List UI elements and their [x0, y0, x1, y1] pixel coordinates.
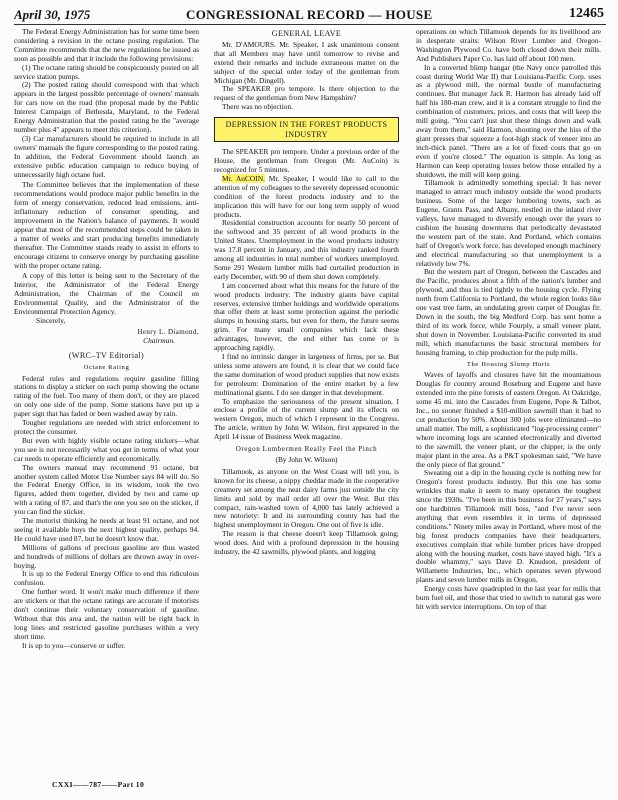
paragraph: (1) The octane rating should be conspicuously posted on all service station pumps.: [14, 62, 199, 81]
article-heading: Oregon Lumbermen Really Feel the Pinch: [235, 445, 378, 454]
paragraph: Mr. D'AMOURS. Mr. Speaker, I ask unanimous consent that all Members may have until tomorrow to revise and extend their remarks and include extraneous matter on the subject of the special order today of the gentleman from Michigan (Mr. Dingell).: [214, 39, 399, 85]
paragraph: It is up to the Federal Energy Office to end this ridiculous confusion.: [14, 569, 199, 588]
paragraph: (2) The posted rating should correspond with that which appears in the largest possible percentage of owners' manuals for cars now on the road (the proposal made by the Public Interest Campaign of Bethesda, Maryland, to the Federal Energy Administration that the posted rating be the "average number plus 4" appears to meet this criterion).: [14, 80, 199, 134]
paragraph: Tillamook, as anyone on the West Coast will tell you, is known for its cheese, a nippy cheddar made in the cooperative creamery set among the neat dairy farms just outside the city limits and sold by mail order all over the West. But this compact, rain-washed town of 4,000 has lately achieved a new notoriety: It and its surrounding county has had the highest unemployment in Oregon. One out of five is idle.: [214, 466, 399, 530]
paragraph: I am concerned about what this means for the future of the wood products industry. The industry giants have capital reserves, extensive timber holdings and worldwide operations that offer them at least some protection against the periodic slumps in housing starts, but even for them, the future seems grim. For many small companies which lack these advantages, however, the end either has come or is approaching rapidly.: [214, 280, 399, 353]
closing: Sincerely,: [36, 316, 66, 325]
signature-name: Henry L. Diamond,: [137, 327, 199, 336]
header-page-number: 12465: [569, 6, 604, 21]
page-header: [14, 6, 606, 25]
paragraph: It is up to you—conserve or suffer.: [22, 640, 126, 650]
paragraph: (3) Car manufacturers should be required to include in all owners' manuals the figure corresponding to the posted rating. In addition, the Federal Government should launch an extensive public education campaign to reduce buying of unnecessarily high octane fuel.: [14, 133, 199, 179]
paragraph: The Federal Energy Administration has for some time been considering a revision in the octane posting regulation. The Committee recommends that the new regulations be issued as soon as possible and that it include the following provisions:: [14, 28, 199, 63]
paragraph: The owners manual may recommend 91 octane, but another system called Motor Use Number says 84 will do. So the Federal Energy Office, in its wisdom, took the two figures, added them together, divided by two and came up with a rating of 87, and that's the one you see on the sticker, if you can find the sticker.: [14, 462, 199, 517]
editorial-heading: Octane Rating: [83, 363, 130, 371]
paragraph: The SPEAKER pro tempore. Is there objection to the request of the gentleman from New Hampshire?: [214, 84, 399, 103]
paragraph: Residential construction accounts for nearly 50 percent of the softwood and 35 percent of all wood products in the United States. Unemployment in the wood products industry was 17.8 percent in January, and this industry ranked fourth among all industries in total number of workers unemployed. Some 291 Western lumber mills had curtailed production in early December, with 90 of them shut down completely.: [214, 218, 399, 281]
paragraph: Tillamook is admittedly something special: It has never managed to attract much industry outside the wood products business. Some of the larger lumbering towns, such as Eugene, Grants Pass, and Albany, nestled in the inland river valleys, have managed to diversify enough over the years to cushion the housing downturns that periodically devastated the western part of the state. And Portland, which contains half of Oregon's work force, has developed enough machinery and electrical manufacturing so that unemployment is a relatively low 7%.: [416, 178, 601, 268]
signature-title: Chairman.: [143, 335, 175, 345]
column-right: [416, 28, 601, 790]
header-date: April 30, 1975: [14, 7, 91, 22]
footer-code: CXXI——787——Part 10: [52, 780, 145, 789]
paragraph: The motorist thinking he needs at least 91 octane, and not seeing it available buys the next highest quality, perhaps 94. He could have used 87, but he doesn't know that.: [14, 516, 199, 543]
paragraph: In a converted blimp hangar (the Navy once patrolled this coast during World War II) that Louisiana-Pacific Corp. uses as a plywood mill, the normal bustle of manufacturing continues. But manager Jack R. Harmon has already laid off half his 180-man crew, and it is a constant struggle to find the combination of customers, prices, and costs that will keep the mill going. "You can't just shut these things down and walk away from them," said Harmon, shouting over the hiss of the giant presses that squeeze a foot-high stack of veneer into an inch-thick panel. "There are a lot of fixed costs that go on even if you're closed." The equation is simple. As long as Harmon can keep operating losses below those entailed by a shutdown, the mill will keep going.: [416, 62, 601, 179]
paragraph: But even with highly visible octane rating stickers—what you see is not necessarily what you get in terms of what your car needs to operate efficiently and economically.: [14, 435, 199, 463]
paragraph: There was no objection.: [222, 102, 294, 112]
editorial-source: (WRC–TV Editorial): [68, 350, 145, 360]
paragraph: Millions of gallons of precious gasoline are thus wasted and hundreds of millions of dollars are thrown away in over-buying.: [14, 542, 199, 570]
paragraph: To emphasize the seriousness of the present situation, I enclose a profile of the current slump and its effects on western Oregon, much of which I represent in the Congress. The article, written by John W. Wilson, first appeared in the April 14 issue of Business Week magazine.: [214, 396, 399, 442]
paragraph: The SPEAKER pro tempore. Under a previous order of the House, the gentleman from Oregon (Mr. AuCoin) is recognized for 5 minutes.: [214, 147, 399, 174]
highlighted-speaker-name: Mr. AuCOIN.: [222, 173, 265, 183]
paragraph: Federal rules and regulations require gasoline filling stations to display a sticker on each pump showing the octane rating of the fuel. Too many of them don't, or they are placed on only one side of the pump. Some stations have put up a paper sign that has faded or been washed away by rain.: [14, 373, 199, 419]
paragraph: Energy costs have quadrupled in the last year for mills that burn fuel oil, and those that tried to switch to natural gas were hit with service interruptions. On top of that: [416, 584, 601, 611]
paragraph: I find no intrinsic danger in largeness of firms, per se. But unless some answers are found, it is clear that we could face the same domination of wood product supplies that now exists for petroleum: Domination of the entire market by a few multinational giants. I do see danger in that development.: [214, 352, 399, 397]
highlighted-section-heading: DEPRESSION IN THE FOREST PRODUCTS INDUSTRY: [214, 117, 399, 142]
column-middle: [214, 28, 399, 790]
paragraph: But the western part of Oregon, between the Cascades and the Pacific, produces about a fifth of the nation's lumber and plywood, and thus is tied tightly to the housing cycle. Flying north from California to Portland, the whole region looks like one vast tree farm, an undulating green carpet of Douglas fir. Down in the south, the big Medford Corp. has sent home a third of its work force, while Fourply, a small veneer plant, shut down in November. Louisiana-Pacific converted its stud mill, which manufactures the basic structural members for housing framing, to chip production for the pulp mills.: [416, 267, 601, 357]
header-title: CONGRESSIONAL RECORD — HOUSE: [186, 7, 433, 22]
paragraph: The reason is that cheese doesn't keep Tillamook going; wood does. And with a profound depression in the housing industry, the 42 sawmills, plywood plants, and logging: [214, 529, 399, 557]
column-left: [14, 28, 199, 790]
subsection-heading: The Housing Slump Hurts: [466, 360, 551, 368]
paragraph: The Committee believes that the implementation of these recommendations would produce major public benefits in the form of energy conservation, reduced lead emissions, anti-inflationary reduction of consumer spending, and improvement in the Nation's balance of payments. It would appear that most of the recommended steps could be taken in a matter of weeks and start producing benefits immediately thereafter. The Committee stands ready to assist in efforts to encourage citizens to conserve energy by purchasing gasoline with the proper octane rating.: [14, 180, 199, 270]
paragraph: Waves of layoffs and closures have hit the mountainous Douglas fir country around Roseburg and Eugene and have extended into the pine forests of eastern Oregon. At Oakridge, some 45 mi. into the Cascades from Eugene, Pope & Talbot, Inc., no sooner finished a $10-million sawmill than it had to cut production by 50%. About 300 jobs were eliminated—no small matter. The mill, a sophisticated "log-processing center" where incoming logs are scanned electronically and diverted to the sawmill, the veneer plant, or the chipper, is the only major plant in the area. As a P&T spokesman said, "We have the only piece of flat ground.": [416, 370, 601, 469]
general-leave-heading: GENERAL LEAVE: [271, 29, 342, 38]
paragraph: operations on which Tillamook depends for its livelihood are in desperate straits: Wilson River Lumber and Oregon-Washington Plywood Co. have both closed down their mills. And Publishers Paper Co. has laid off about 100 men.: [416, 28, 601, 63]
paragraph: Sweating out a dip in the housing cycle is nothing new for Oregon's forest products industry. But this one has some wrinkles that make it seem to many operators the toughest since the 1930s. "I've been in this business for 27 years," says one hardbitten Tillamook mill boss, "and I've never seen anything that even resembles it in terms of depressed conditions." Ninety miles away in Portland, where most of the big forest products companies have their headquarters, executives complain that while lumber prices have dropped along with the housing market, costs have stayed high. "It's a double whammy," says Dave D. Knudson, president of Willamette Industries, Inc., which operates seven plywood plants and seven lumber mills in Oregon.: [416, 468, 601, 585]
article-byline: (By John W. Wilson): [275, 454, 338, 464]
paragraph: Tougher regulations are needed with strict enforcement to protect the consumer.: [14, 418, 199, 436]
record-page: [14, 6, 606, 794]
speaker-remarks: Mr. Speaker, I would like to call to the attention of my colleagues to the severely depressed economic condition of the forest products industry and to the implication this will have for our long term supply of wood products.: [214, 173, 399, 219]
paragraph: One further word. It won't make much difference if there are stickers or that the octane ratings are accurate if motorists don't continue their voluntary conservation of gasoline. Without that this area and, the nation will be right back in long lines and restricted gasoline purchases within a very short time.: [14, 587, 199, 641]
paragraph: A copy of this letter is being sent to the Secretary of the Interior, the Administrator of the Federal Energy Administration, the Chairman of the Council on Environmental Quality, and the Administrator of the Environmental Protection Agency.: [14, 271, 199, 317]
paragraph-with-speaker: [214, 175, 399, 220]
